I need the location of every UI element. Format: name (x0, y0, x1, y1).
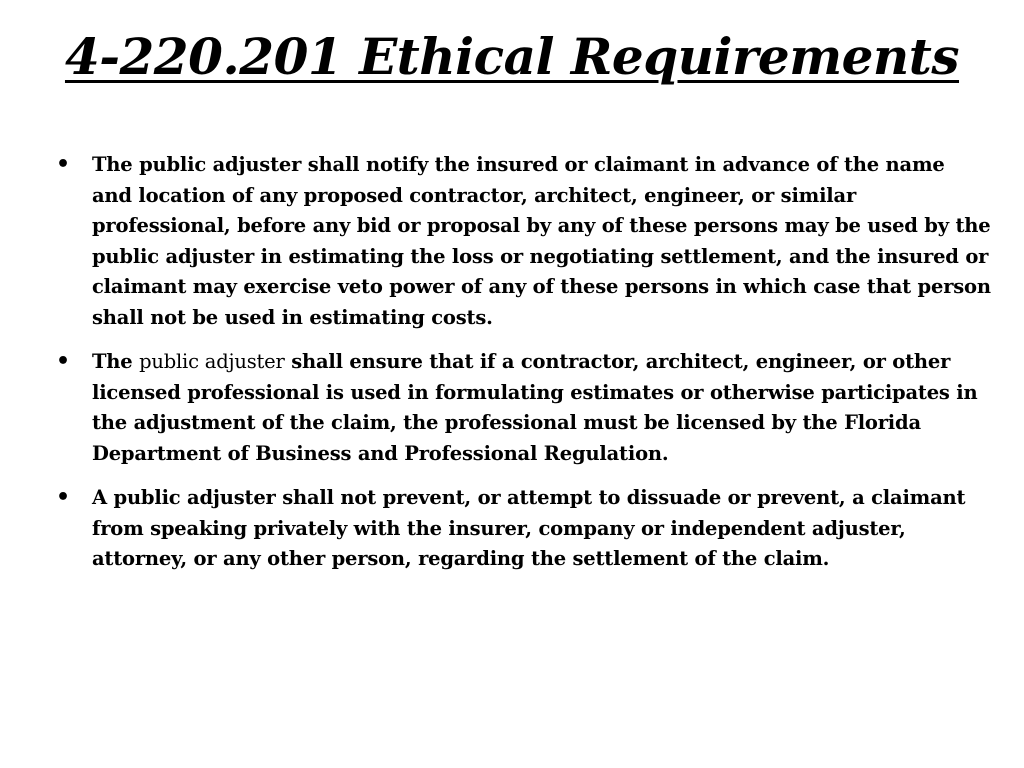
bullet-text: A public adjuster shall not prevent, or attempt to dissuade or prevent, a claimant from speaking privately with the insurer, company or independent adjuster, attorney, or any other person, regarding the settlement of the claim. (92, 486, 966, 570)
bullet-text-emphasis: public adjuster (139, 350, 285, 373)
bullet-text-rest: shall ensure that if a contractor, architect, engineer, or other licensed professional is used in formulating estimates or otherwise participates in the adjustment of the claim, the professional must be licensed by the Florida Department of Business and Professional Regulation. (92, 350, 978, 465)
bullet-dot-icon: • (56, 485, 70, 510)
bullet-item-3 (56, 483, 991, 575)
bullet-text: The public adjuster shall notify the insured or claimant in advance of the name and location of any proposed contractor, architect, engineer, or similar professional, before any bid or proposal by any of these persons may be used by the public adjuster in estimating the loss or negotiating settlement, and the insured or claimant may exercise veto power of any of these persons in which case that person shall not be used in estimating costs. (92, 153, 991, 329)
bullet-dot-icon: • (56, 349, 70, 374)
bullet-dot-icon: • (56, 152, 70, 177)
bullet-item-2 (56, 347, 991, 469)
bullet-item-1 (56, 150, 991, 333)
slide-title (0, 28, 1024, 86)
bullet-list (56, 150, 991, 589)
bullet-text-lead: The (92, 350, 140, 373)
slide-title-text: 4-220.201 Ethical Requirements (64, 27, 960, 86)
